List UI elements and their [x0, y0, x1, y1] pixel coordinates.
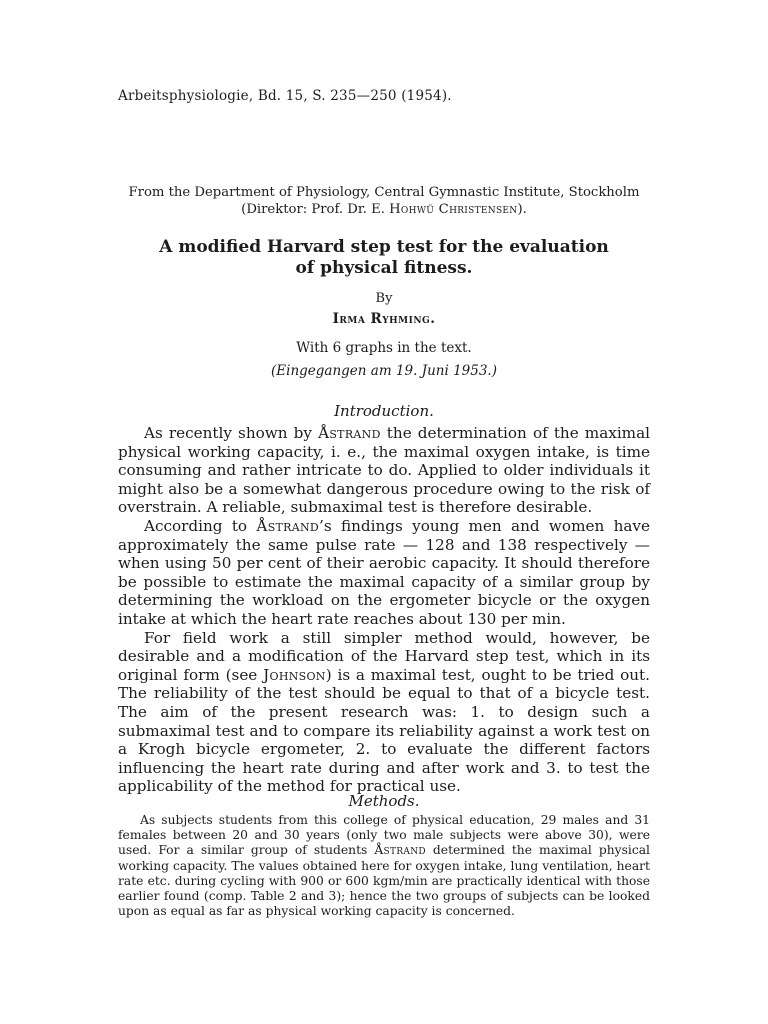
received-date: (Eingegangen am 19. Juni 1953.) — [271, 363, 497, 379]
byline-by: By — [375, 291, 393, 306]
affiliation-suffix: ). — [517, 202, 527, 217]
affiliation — [0, 184, 768, 218]
methods-body — [118, 813, 650, 919]
affiliation-prefix: (Direktor: Prof. Dr. E. — [241, 202, 390, 217]
affiliation-line-2 — [0, 201, 768, 218]
graphs-note: With 6 graphs in the text. — [296, 340, 472, 356]
cited-author: Åstrand — [374, 843, 426, 858]
author-name: Irma Ryhming. — [332, 311, 436, 327]
cited-author: Åstrand — [256, 516, 320, 535]
intro-paragraph-1: As recently shown by Åstrand the determination of the maximal physical working capacity, i. e., the maximal oxygen intake, is time consuming and rather intricate to do. Applied to older individuals it might also be a somewhat dangerous procedure owing to the risk of overstrain. A reliable, submaximal test is therefore desirable. — [118, 424, 650, 517]
title-line-2: of physical fitness. — [295, 258, 473, 278]
introduction-heading: Introduction. — [334, 402, 434, 420]
methods-paragraph-1: As subjects students from this college of physical education, 29 males and 31 females between 20 and 30 years (only two male subjects were above 30), were used. For a similar group of students Åstrand determined the maximal physical working capacity. The values obtained here for oxygen intake, lung ventilation, heart rate etc. during cycling with 900 or 600 kgm/min are practically identical with those earlier found (comp. Table 2 and 3); hence the two groups of subjects can be looked upon as equal as far as physical working capacity is concerned. — [118, 813, 650, 919]
paper-title — [0, 237, 768, 279]
introduction-body — [118, 424, 650, 796]
methods-heading: Methods. — [348, 792, 420, 810]
affiliation-line-1: From the Department of Physiology, Central Gymnastic Institute, Stockholm — [128, 185, 640, 200]
intro-paragraph-2: According to Åstrand’s findings young men and women have approximately the same pulse rate — 128 and 138 respectively — when using 50 per cent of their aerobic capacity. It should therefore be possible to estimate the maximal capacity of a similar group by determining the workload on the ergometer bicycle or the oxygen intake at which the heart rate reaches about 130 per min. — [118, 516, 650, 628]
cited-author: Johnson — [263, 665, 326, 684]
journal-citation: Arbeitsphysiologie, Bd. 15, S. 235—250 (1954). — [118, 88, 452, 104]
cited-author: Åstrand — [318, 424, 381, 442]
intro-paragraph-3: For field work a still simpler method would, however, be desirable and a modification of the Harvard step test, which in its original form (see Johnson) is a maximal test, ought to be tried out. The reliability of the test should be equal to that of a bicycle test. The aim of the present research was: 1. to design such a submaximal test and to compare its reliability against a work test on a Krogh bicycle ergometer, 2. to evaluate the different factors influencing the heart rate during and after work and 3. to test the applicability of the method for practical use. — [118, 628, 650, 796]
director-name: Hohwü Christensen — [389, 202, 518, 217]
title-line-1: A modified Harvard step test for the evaluation — [159, 237, 609, 257]
